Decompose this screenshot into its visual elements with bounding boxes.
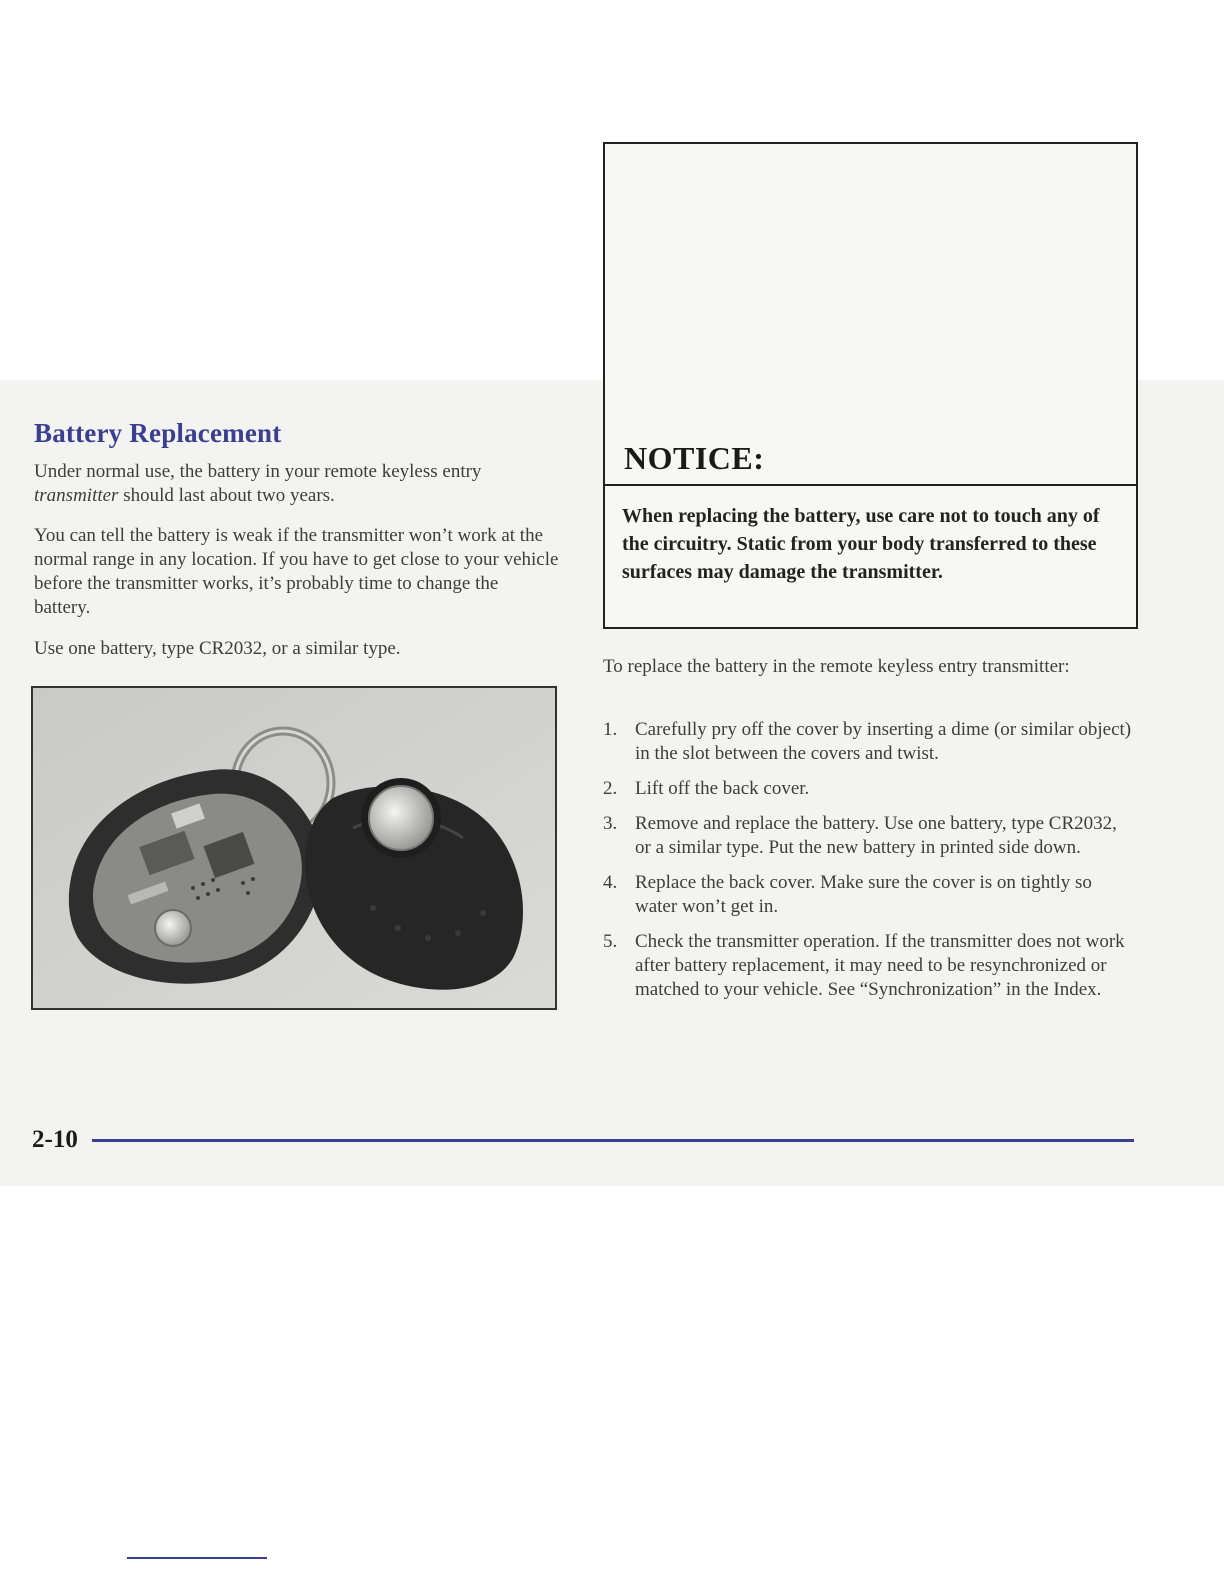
- paragraph-battery-life-text-2: should last about two years.: [118, 485, 335, 506]
- list-item: [603, 718, 1133, 766]
- paragraph-battery-life-text-1: Under normal use, the battery in your remote keyless entry: [34, 461, 482, 482]
- step-text: Check the transmitter operation. If the transmitter does not work after battery replacement, it may need to be resynchronized or matched to your vehicle. See “Synchronization” in the Index.: [635, 931, 1125, 1000]
- step-number: 2.: [603, 778, 618, 799]
- paragraph-battery-life: [34, 460, 564, 508]
- transmitter-photo: [31, 686, 557, 1010]
- list-item: [603, 871, 1133, 919]
- step-text: Replace the back cover. Make sure the cover is on tightly so water won’t get in.: [635, 872, 1092, 917]
- notice-title: NOTICE:: [624, 440, 765, 476]
- notice-body: When replacing the battery, use care not to touch any of the circuitry. Static from your body transferred to these surfaces may damage the transmitter.: [622, 505, 1100, 583]
- step-number: 3.: [603, 813, 618, 834]
- list-item: [603, 812, 1133, 860]
- step-number: 1.: [603, 719, 618, 740]
- transmitter-illustration: [33, 688, 555, 1008]
- procedure-intro: To replace the battery in the remote keyless entry transmitter:: [603, 656, 1070, 677]
- section-heading: Battery Replacement: [34, 418, 282, 448]
- step-text: Carefully pry off the cover by inserting a dime (or similar object) in the slot between the covers and twist.: [635, 719, 1132, 764]
- step-text: Lift off the back cover.: [635, 778, 810, 799]
- footer-rule: [92, 1139, 1134, 1142]
- procedure-steps: [603, 718, 1133, 1013]
- list-item: [603, 930, 1133, 1002]
- paragraph-battery-type: Use one battery, type CR2032, or a similar type.: [34, 638, 401, 659]
- notice-divider: [603, 484, 1138, 486]
- bottom-rule: [127, 1557, 267, 1559]
- step-text: Remove and replace the battery. Use one battery, type CR2032, or a similar type. Put the new battery in printed side down.: [635, 813, 1117, 858]
- step-number: 4.: [603, 872, 618, 893]
- list-item: [603, 777, 1133, 801]
- step-number: 5.: [603, 931, 618, 952]
- page-number: 2-10: [32, 1126, 78, 1153]
- paragraph-weak-battery: You can tell the battery is weak if the transmitter won’t work at the normal range in any location. If you have to get close to your vehicle before the transmitter works, it’s probably time to change the battery.: [34, 525, 559, 618]
- paragraph-battery-life-italic: transmitter: [34, 485, 119, 506]
